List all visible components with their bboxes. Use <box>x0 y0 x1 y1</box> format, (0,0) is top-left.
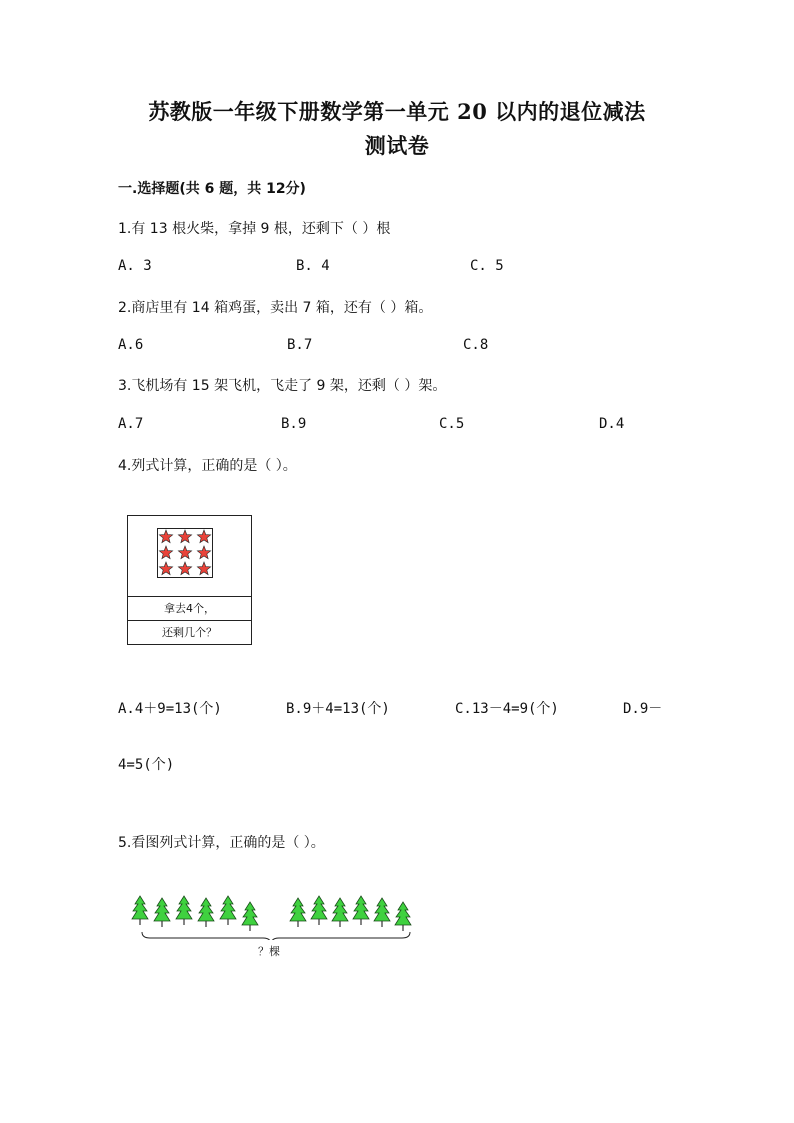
tree-icon <box>242 902 258 931</box>
section-heading: 一.选择题(共 6 题，共 12分) <box>118 181 306 197</box>
tree-icon <box>374 898 390 927</box>
tree-icon <box>154 898 170 927</box>
q1-option-c[interactable]: C. 5 <box>470 258 504 274</box>
q3-option-c[interactable]: C.5 <box>439 416 465 432</box>
q2-option-b[interactable]: B.7 <box>287 337 313 353</box>
tree-icon <box>332 898 348 927</box>
tree-icon <box>353 896 369 925</box>
tree-icon <box>290 898 306 927</box>
q4-option-d-continued: 4=5(个) <box>118 757 175 773</box>
q4-option-c[interactable]: C.13－4=9(个) <box>455 701 559 717</box>
tree-icon <box>198 898 214 927</box>
figure-text-remain: 还剩几个？ <box>128 620 251 645</box>
q4-option-b[interactable]: B.9＋4=13(个) <box>286 701 390 717</box>
q3-option-a[interactable]: A.7 <box>118 416 144 432</box>
figure-text-take: 拿去4个， <box>128 596 251 621</box>
question-4: 4.列式计算，正确的是（ ）。 <box>118 458 297 474</box>
tree-icon <box>132 896 148 925</box>
q2-option-c[interactable]: C.8 <box>463 337 489 353</box>
question-5: 5.看图列式计算，正确的是（ ）。 <box>118 835 325 851</box>
title-line-2: 测试卷 <box>364 133 430 158</box>
tree-icon <box>220 896 236 925</box>
q3-option-b[interactable]: B.9 <box>281 416 307 432</box>
q4-option-d[interactable]: D.9－ <box>623 701 663 717</box>
tree-count-label: ？棵 <box>258 945 280 958</box>
question-1: 1.有 13 根火柴，拿掉 9 根，还剩下（ ）根 <box>118 221 391 237</box>
question-2: 2.商店里有 14 箱鸡蛋，卖出 7 箱，还有（ ）箱。 <box>118 300 433 316</box>
q4-figure <box>127 515 252 645</box>
question-3: 3.飞机场有 15 架飞机，飞走了 9 架，还剩（ ）架。 <box>118 378 447 394</box>
tree-icon <box>176 896 192 925</box>
q3-option-d[interactable]: D.4 <box>599 416 625 432</box>
tree-icon <box>311 896 327 925</box>
star-grid-image <box>157 528 213 578</box>
title-line-1: 苏教版一年级下册数学第一单元 20 以内的退位减法 <box>148 99 646 124</box>
q1-option-a[interactable]: A. 3 <box>118 258 152 274</box>
q2-option-a[interactable]: A.6 <box>118 337 144 353</box>
tree-figure <box>128 890 420 940</box>
tree-icon <box>395 902 411 931</box>
q1-option-b[interactable]: B. 4 <box>296 258 330 274</box>
q4-option-a[interactable]: A.4＋9=13(个) <box>118 701 222 717</box>
